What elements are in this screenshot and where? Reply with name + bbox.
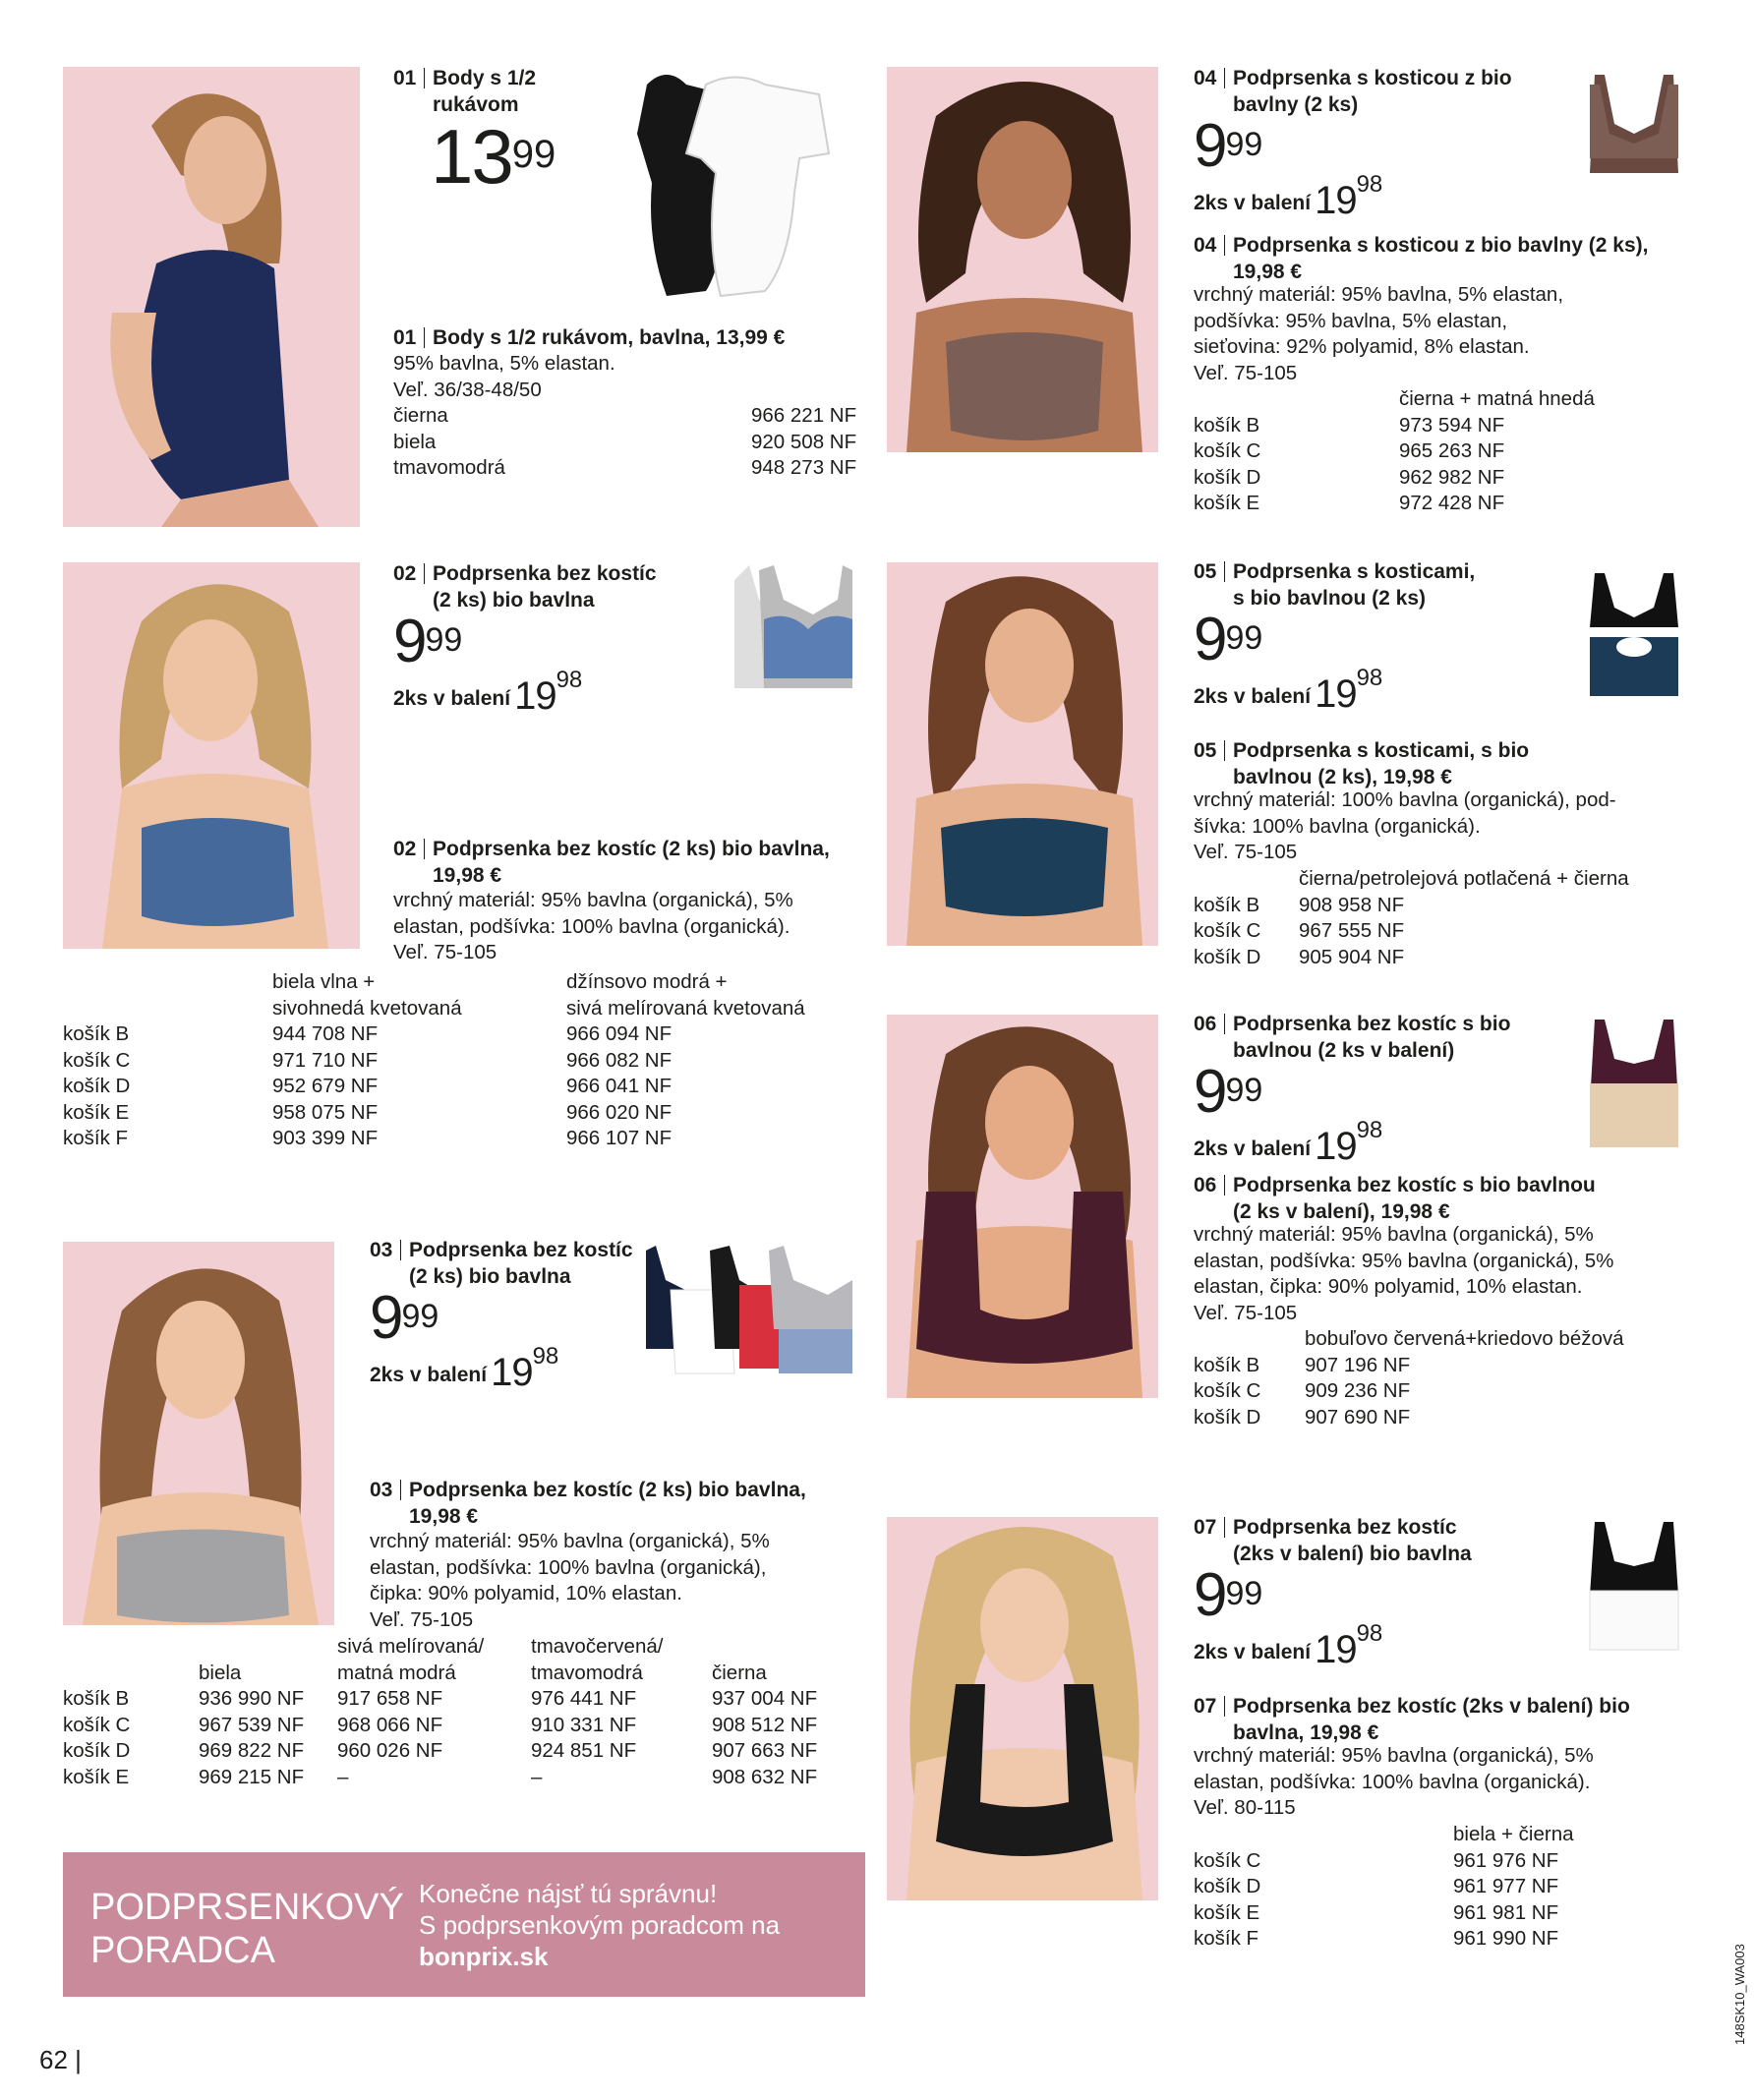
table-row: čierna 966 221 NF <box>393 404 857 427</box>
bra-advisor-banner[interactable] <box>63 1852 865 1997</box>
table-row: košík D 969 822 NF 960 026 NF 924 851 NF 907 663 NF <box>63 1739 818 1762</box>
product-01-description: 95% bavlna, 5% elastan. Veľ. 36/38-48/50 <box>393 352 615 401</box>
model-photo-bra-02 <box>63 562 360 949</box>
product-02-title: 02 Podprsenka bez kostíc (2 ks) bio bavlna <box>393 562 657 612</box>
table-header-row: biela + čierna <box>1453 1823 1574 1845</box>
table-row: košík E 969 215 NF – – 908 632 NF <box>63 1765 818 1788</box>
table-header-row: sivohnedá kvetovaná sivá melírovaná kvetovaná <box>272 996 805 1020</box>
product-thumb-bra-06 <box>1585 1015 1683 1152</box>
product-06-price: $9^{99}$ <box>1194 1058 1263 1126</box>
model-photo-bra-04 <box>887 67 1158 452</box>
table-row: košík E 961 981 NF <box>1194 1900 1559 1924</box>
model-photo-bra-03 <box>63 1242 334 1625</box>
table-row: košík B 944 708 NF 966 094 NF <box>63 1022 673 1045</box>
product-thumb-bra-07 <box>1585 1517 1683 1655</box>
table-row: košík C 971 710 NF 966 082 NF <box>63 1048 673 1072</box>
product-06-description: vrchný materiál: 95% bavlna (organická), 5% elastan, podšívka: 95% bavlna (organická), 5% elastan, čipka: 90% polyamid, 10% elastan. Veľ. 75-105 <box>1194 1223 1614 1324</box>
product-04-desc-title: 04 Podprsenka s kosticou z bio bavlny (2 ks), 19,98 € <box>1194 234 1649 283</box>
product-thumb-bra-05 <box>1585 568 1683 698</box>
table-row: tmavomodrá 948 273 NF <box>393 456 857 479</box>
product-06-desc-title: 06 Podprsenka bez kostíc s bio bavlnou (2 ks v balení), 19,98 € <box>1194 1174 1596 1223</box>
table-row: košík D 962 982 NF <box>1194 465 1505 489</box>
product-07-desc-title: 07 Podprsenka bez kostíc (2ks v balení) bio bavlna, 19,98 € <box>1194 1695 1630 1744</box>
product-03-price: $9^{99}$ <box>370 1284 439 1352</box>
table-row: košík F 903 399 NF 966 107 NF <box>63 1127 673 1149</box>
table-row: košík D 961 977 NF <box>1194 1875 1559 1897</box>
product-07-price: $9^{99}$ <box>1194 1561 1263 1629</box>
product-03-description: vrchný materiál: 95% bavlna (organická), 5% elastan, podšívka: 100% bavlna (organická), čipka: 90% polyamid, 10% elastan. Veľ. 75-105 <box>370 1530 770 1631</box>
product-thumb-bra-04 <box>1585 65 1683 183</box>
table-header-row: biela matná modrá tmavomodrá čierna <box>199 1661 767 1684</box>
table-row: košík C 909 236 NF <box>1194 1379 1411 1402</box>
table-row: košík B 907 196 NF <box>1194 1353 1411 1376</box>
product-02-description: vrchný materiál: 95% bavlna (organická), 5% elastan, podšívka: 100% bavlna (organická). Veľ. 75-105 <box>393 889 793 963</box>
product-05-pack-price: 2ks v balení 1998 <box>1194 665 1383 716</box>
product-03-title: 03 Podprsenka bez kostíc (2 ks) bio bavlna <box>370 1239 633 1288</box>
table-row: košík C 967 555 NF <box>1194 919 1405 942</box>
product-02-table <box>63 969 869 1152</box>
table-header-row: čierna + matná hnedá <box>1399 387 1595 410</box>
product-06-pack-price: 2ks v balení 1998 <box>1194 1117 1383 1168</box>
product-06-table <box>1194 1326 1705 1430</box>
table-row: košík B 973 594 NF <box>1194 413 1505 437</box>
banner-title: PODPRSENKOVÝ PORADCA <box>90 1887 404 1971</box>
table-row: košík D 907 690 NF <box>1194 1405 1411 1429</box>
product-thumb-bra-02 <box>730 560 857 694</box>
product-07-pack-price: 2ks v balení 1998 <box>1194 1620 1383 1671</box>
product-07-description: vrchný materiál: 95% bavlna (organická), 5% elastan, podšívka: 100% bavlna (organická). Veľ. 80-115 <box>1194 1744 1594 1819</box>
table-row: košík F 961 990 NF <box>1194 1927 1559 1950</box>
product-04-pack-price: 2ks v balení 1998 <box>1194 171 1383 222</box>
product-05-table <box>1194 866 1705 970</box>
product-03-table <box>63 1634 869 1790</box>
table-header-row: sivá melírovaná/ tmavočervená/ <box>337 1635 664 1658</box>
table-row: košík C 967 539 NF 968 066 NF 910 331 NF 908 512 NF <box>63 1713 818 1736</box>
table-row: košík D 952 679 NF 966 041 NF <box>63 1075 673 1097</box>
table-header-row: čierna/petrolejová potlačená + čierna <box>1299 867 1629 890</box>
model-photo-bra-06 <box>887 1015 1158 1398</box>
table-row: košík E 958 075 NF 966 020 NF <box>63 1100 673 1124</box>
table-row: košík C 965 263 NF <box>1194 439 1505 462</box>
page-number: 62 | <box>39 2045 82 2074</box>
product-01-price: $13^{99}$ <box>431 113 556 200</box>
product-01-title: 01 Body s 1/2 rukávom <box>393 67 537 116</box>
product-05-title: 05 Podprsenka s kosticami, s bio bavlnou (2 ks) <box>1194 560 1476 610</box>
table-header-row: biela vlna + džínsovo modrá + <box>272 970 728 993</box>
table-row: košík E 972 428 NF <box>1194 492 1505 514</box>
product-06-title: 06 Podprsenka bez kostíc s bio bavlnou (2 ks v balení) <box>1194 1013 1511 1062</box>
table-row: košík D 905 904 NF <box>1194 945 1405 968</box>
table-row: biela 920 508 NF <box>393 430 857 453</box>
product-04-description: vrchný materiál: 95% bavlna, 5% elastan, podšívka: 95% bavlna, 5% elastan, sieťovina: 92% polyamid, 8% elastan. Veľ. 75-105 <box>1194 283 1564 384</box>
product-02-desc-title: 02 Podprsenka bez kostíc (2 ks) bio bavlna, 19,98 € <box>393 838 830 887</box>
model-photo-body <box>63 67 360 527</box>
model-photo-bra-07 <box>887 1517 1158 1900</box>
product-04-table <box>1194 386 1705 517</box>
product-01-desc-title: 01 Body s 1/2 rukávom, bavlna, 13,99 € <box>393 326 786 349</box>
model-photo-bra-05 <box>887 562 1158 946</box>
banner-text: Konečne nájsť tú správnu! S podprsenkovým poradcom na bonprix.sk <box>419 1879 781 1971</box>
catalog-code: 148SK10_WA003 <box>1732 1944 1747 2045</box>
table-row: košík B 936 990 NF 917 658 NF 976 441 NF 937 004 NF <box>63 1687 818 1710</box>
table-row: košík C 961 976 NF <box>1194 1848 1559 1872</box>
product-07-table <box>1194 1822 1705 1953</box>
product-02-pack-price: 2ks v balení 1998 <box>393 667 583 718</box>
product-05-price: $9^{99}$ <box>1194 606 1263 673</box>
product-07-title: 07 Podprsenka bez kostíc (2ks v balení) bio bavlna <box>1194 1516 1472 1565</box>
product-04-price: $9^{99}$ <box>1194 112 1263 180</box>
product-05-description: vrchný materiál: 100% bavlna (organická), pod- šívka: 100% bavlna (organická). Veľ. 75-105 <box>1194 788 1616 863</box>
table-row: košík B 908 958 NF <box>1194 893 1405 916</box>
product-03-desc-title: 03 Podprsenka bez kostíc (2 ks) bio bavlna, 19,98 € <box>370 1479 806 1528</box>
product-03-pack-price: 2ks v balení 1998 <box>370 1343 559 1394</box>
table-header-row: bobuľovo červená+kriedovo béžová <box>1305 1327 1624 1350</box>
product-04-title: 04 Podprsenka s kosticou z bio bavlny (2 ks) <box>1194 67 1512 116</box>
product-01-table <box>393 403 855 482</box>
product-02-price: $9^{99}$ <box>393 608 463 675</box>
banner-link[interactable]: bonprix.sk <box>419 1942 549 1971</box>
product-05-desc-title: 05 Podprsenka s kosticami, s bio bavlnou (2 ks), 19,98 € <box>1194 739 1530 788</box>
product-thumb-body <box>608 65 844 301</box>
